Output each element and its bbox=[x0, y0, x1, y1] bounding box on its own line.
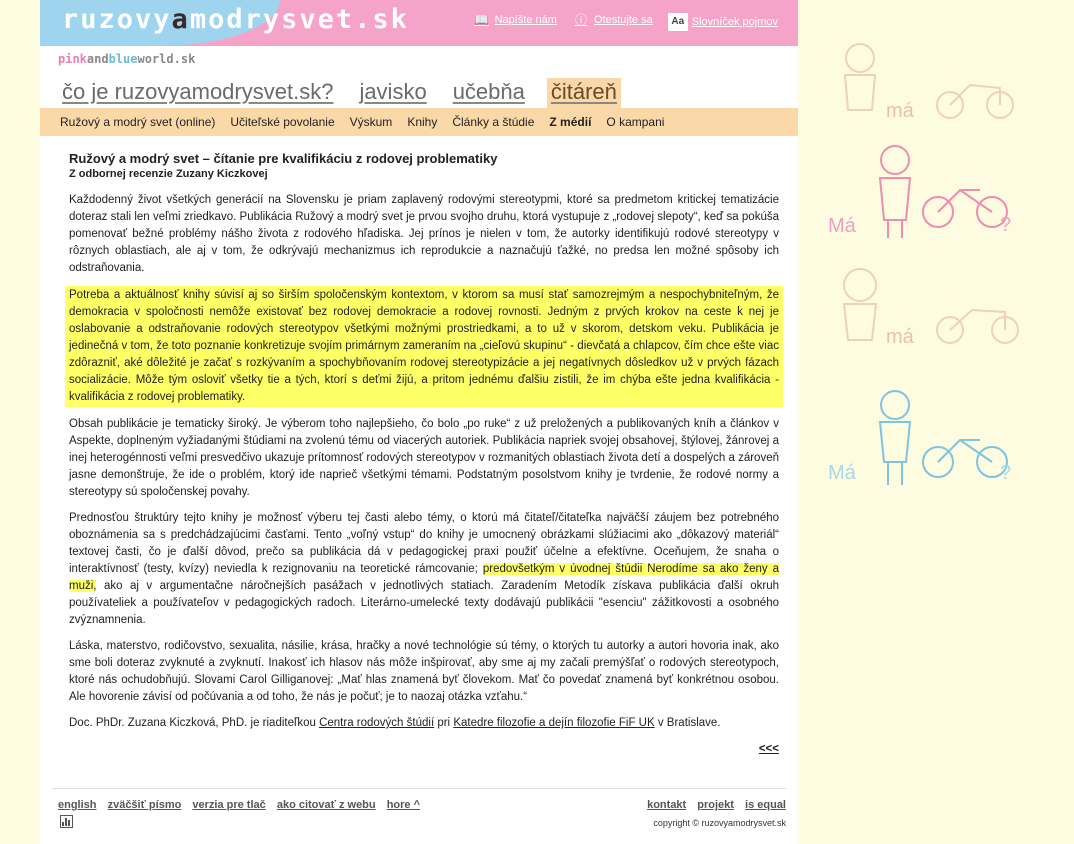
english-link[interactable]: english bbox=[58, 799, 97, 811]
question-icon: ⓘ bbox=[575, 13, 588, 27]
subnav-teaching-profession[interactable]: Učiteľské povolanie bbox=[230, 115, 335, 129]
footer-left-links bbox=[58, 799, 428, 811]
back-link-container bbox=[69, 741, 779, 758]
page-container bbox=[40, 0, 798, 844]
author-note: Doc. PhDr. Zuzana Kiczková, PhD. je riaditeľkou Centra rodových štúdií pri Katedre filozofie a dejín filozofie FiF UK v Bratislave. bbox=[69, 717, 721, 729]
highlighted-text: predovšetkým v úvodnej štúdii Nerodíme sa ako ženy a muži, bbox=[69, 563, 779, 592]
article-paragraph: Každodenný život všetkých generácií na Slovensku je priam zaplavený rodovými stereotypmi, ktoré sa predmetom kritickej tematizácie doteraz stali len veľmi zriedkavo. Publikácia Ružový a modrý svet je prvou svojho druhu, ktorá vystupuje z „rodovej slepoty“, keď sa pokúša pomenovať bežné problémy nášho života z rodového hľadiska. Jej prínos je nielen v tom, že autorky identifikujú rodové stereotypy v rôznych oblastiach, ale aj v tom, že odkrývajú mechanizmus ich reprodukcie a naznačujú ťažké, no predsa len možné spôsoby ich odstraňovania. bbox=[69, 194, 779, 274]
subnav-books[interactable]: Knihy bbox=[407, 115, 438, 129]
side-decoration bbox=[800, 0, 1074, 844]
deco-text: má bbox=[886, 326, 914, 348]
write-us-link[interactable]: 📖 Napíšte nám bbox=[474, 13, 557, 27]
deco-text: má bbox=[886, 100, 914, 122]
deco-text: Má bbox=[828, 215, 856, 237]
subnav-campaign[interactable]: O kampani bbox=[606, 115, 665, 129]
site-logo[interactable]: ruzovyamodrysvet.sk bbox=[62, 4, 409, 35]
print-version-link[interactable]: verzia pre tlač bbox=[192, 799, 266, 811]
article-content bbox=[69, 151, 779, 758]
footer-divider bbox=[52, 788, 786, 789]
site-subtitle: pinkandblueworld.sk bbox=[58, 52, 196, 66]
sub-nav bbox=[40, 108, 798, 136]
subnav-media[interactable]: Z médií bbox=[549, 115, 592, 129]
how-to-cite-link[interactable]: ako citovať z webu bbox=[276, 799, 376, 811]
deco-text: ? bbox=[1000, 214, 1012, 236]
decorative-illustrations-icon bbox=[800, 0, 1074, 844]
test-yourself-link[interactable]: ⓘ Otestujte sa bbox=[572, 12, 653, 28]
enlarge-font-link[interactable]: zväčšiť písmo bbox=[107, 799, 182, 811]
deco-text: Má bbox=[828, 462, 856, 484]
article-paragraph: Obsah publikácie je tematicky široký. Je výberom toho najlepšieho, čo bolo „po ruke“ z už preložených a publikovaných kníh a článkov v Aspekte, doplneným vyžiadanými štúdiami na zvolenú tému od viacerých autoriek. Publikácia napriek svojej obsahovej, štýlovej, žánrovej a inej heterogénnosti veľmi presvedčivo ukazuje prítomnosť rodových stereotypov v rozmanitých oblastiach života detí a dospelých a zároveň jasne demonštruje, že ide o problém, ktorý ide naprieč všetkými témami. Podstatným posolstvom knihy je tvrdenie, že rodové normy a stereotypy sú spoločenskej povahy. bbox=[69, 418, 779, 498]
stats-icon[interactable] bbox=[60, 815, 73, 828]
tab-classroom[interactable]: učebňa bbox=[452, 79, 525, 104]
footer-right-links bbox=[639, 799, 786, 811]
contact-link[interactable]: kontakt bbox=[647, 799, 687, 811]
copyright: copyright © ruzovyamodrysvet.sk bbox=[653, 818, 786, 828]
top-link[interactable]: hore ^ bbox=[386, 799, 421, 811]
article-paragraph: Láska, materstvo, rodičovstvo, sexualita, násilie, krása, hračky a nové technológie sú témy, o ktorých tu autorky a autori hovoria inak, ako sme boli doteraz zvyknuté a zvyknutí. Inakosť ich hlasov nás môže inšpirovať, aby sme aj my začali premýšľať o rodových stereotypoch, ktoré nás ochudobňujú. Slovami Carol Gilliganovej: „Mať hlas znamená byť človekom. Mať čo povedať znamená byť konkrétnou osobou. Ale hovorenie závisí od počúvania a od toho, že nás je počuť; je to naozaj otázka vzťahu.“ bbox=[69, 640, 779, 703]
gender-studies-center-link[interactable]: Centra rodových štúdií bbox=[319, 717, 435, 729]
deco-text: ? bbox=[1000, 462, 1012, 484]
philosophy-department-link[interactable]: Katedre filozofie a dejín filozofie FiF UK bbox=[453, 717, 655, 729]
article-subtitle: Z odbornej recenzie Zuzany Kiczkovej bbox=[69, 168, 268, 180]
site-header bbox=[40, 0, 798, 46]
highlighted-paragraph: Potreba a aktuálnosť knihy súvisí aj so širším spoločenským kontextom, v ktorom sa musí stať samozrejmým a nespochybniteľným, že demokracia v spoločnosti nemôže existovať bez rodovej demokracie a rodovej rovnosti. Jedným z prvých krokov na ceste k nej je oslabovanie a odstraňovanie rodových stereotypov všetkými možnými prostriedkami, a to už v skorom, detskom veku. Publikácia je jedinečná v tom, že toto poznanie konkretizuje svojím primárnym zameraním na „cieľovú skupinu“ - dievčatá a chlapcov, čím chce ešte viac zdôrazniť, aké dôležité je začať s rozkývaním a spochybňovaním rodovej stereotypizácie a jej negatívnych dôsledkov už v prvých fázach socializácie. Môže tým osloviť všetky tie a tých, ktorí s deťmi žijú, a pritom jednému ďalšiu zistili, že im chýba ešte jedna kvalifikácia - kvalifikácia z rodovej problematiky. bbox=[65, 286, 783, 407]
glossary-link[interactable]: Aa Slovníček pojmov bbox=[668, 13, 778, 31]
subnav-articles[interactable]: Články a štúdie bbox=[452, 115, 535, 129]
book-icon: 📖 bbox=[474, 13, 490, 27]
tab-stage[interactable]: javisko bbox=[359, 79, 427, 104]
main-nav bbox=[58, 78, 621, 108]
back-link[interactable]: <<< bbox=[758, 743, 779, 755]
subnav-research[interactable]: Výskum bbox=[349, 115, 393, 129]
article-paragraph: Prednosťou štruktúry tejto knihy je možnosť výberu tej časti alebo témy, o ktorú má čitateľ/čitateľka najväčší záujem bez potrebného oboznámenia sa s predchádzajúcimi časťami. Tento „voľný vstup“ do knihy je umocnený obrázkami slúžiacimi ako „dôkazový materiál“ textovej časti, čo je ďalší dôvod, prečo sa publikácia dá v pedagogickej praxi použiť účelne a efektívne. Oceňujem, že snaha o interaktívnosť (testy, kvízy) neviedla k rezignovaniu na teoretické rámcovanie; predovšetkým v úvodnej štúdii Nerodíme sa ako ženy a muži, ako aj v argumentačne náročnejších pasážach v jednotlivých statiach. Zaradením Metodík získava publikácia ďalší okruh používateliek a používateľov v pedagogických radoch. Literárno-umelecké texty dodávajú publikácii "esenciu" zážitkovosti a osobného zvýznamnenia. bbox=[69, 512, 779, 626]
tab-reading-room[interactable]: čitáreň bbox=[547, 78, 621, 108]
top-links bbox=[461, 12, 778, 31]
is-equal-link[interactable]: is equal bbox=[745, 799, 786, 811]
dictionary-icon: Aa bbox=[668, 13, 688, 31]
tab-about[interactable]: čo je ruzovyamodrysvet.sk? bbox=[62, 79, 334, 104]
subnav-pink-blue-online[interactable]: Ružový a modrý svet (online) bbox=[60, 115, 216, 129]
article-title: Ružový a modrý svet – čítanie pre kvalifikáciu z rodovej problematiky bbox=[69, 151, 498, 166]
project-link[interactable]: projekt bbox=[697, 799, 734, 811]
